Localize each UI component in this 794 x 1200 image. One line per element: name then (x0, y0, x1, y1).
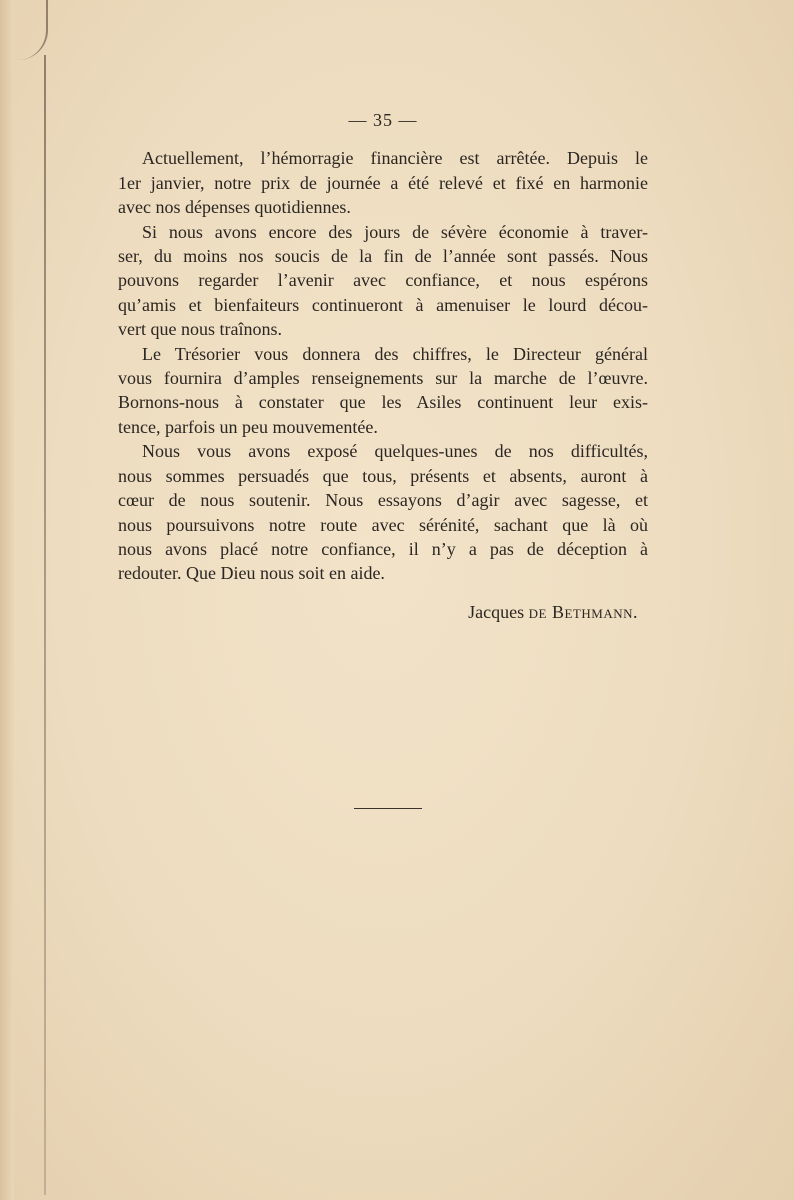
text-line: tence, parfois un peu mouvementée. (118, 416, 378, 437)
paragraph-4 (118, 439, 648, 585)
text-line: vous fournira d’amples renseignements sur la marche de l’œuvre. (118, 368, 648, 389)
text-line: nous avons placé notre confiance, il n’y a pas de déception à (118, 538, 648, 559)
text-line: ser, du moins nos soucis de la fin de l’année sont passés. Nous (118, 246, 648, 267)
page-edge (0, 0, 14, 1200)
signature-last-name: de Bethmann. (528, 601, 638, 622)
text-line: Bornons-nous à constater que les Asiles continuent leur exis- (118, 392, 648, 413)
page-number: — 35 — (348, 110, 418, 130)
text-line: avec nos dépenses quotidiennes. (118, 197, 351, 218)
text-line: vert que nous traînons. (118, 319, 282, 340)
signature-first-name: Jacques (468, 601, 525, 622)
text-line: Nous vous avons exposé quelques-unes de nos difficultés, (142, 441, 648, 462)
text-line: nous sommes persuadés que tous, présents et absents, auront à (118, 465, 648, 486)
signature (118, 600, 648, 624)
text-line: nous poursuivons notre route avec sérénité, sachant que là où (118, 514, 648, 535)
text-line: Le Trésorier vous donnera des chiffres, le Directeur général (142, 343, 648, 364)
paragraph-2 (118, 220, 648, 342)
text-block (118, 108, 648, 624)
text-line: cœur de nous soutenir. Nous essayons d’agir avec sagesse, et (118, 490, 648, 511)
text-line: Actuellement, l’hémorragie financière est arrêtée. Depuis le (142, 148, 648, 169)
text-line: pouvons regarder l’avenir avec confiance, et nous espérons (118, 270, 648, 291)
text-line: qu’amis et bienfaiteurs continueront à amenuiser le lourd décou- (118, 294, 648, 315)
text-line: 1er janvier, notre prix de journée a été relevé et fixé en harmonie (118, 172, 648, 193)
paragraph-3 (118, 342, 648, 440)
text-line: redouter. Que Dieu nous soit en aide. (118, 563, 385, 584)
closing-rule (354, 808, 422, 809)
binding-line (44, 55, 46, 1195)
binding-curve (18, 0, 48, 60)
text-line: Si nous avons encore des jours de sévère économie à traver- (142, 221, 648, 242)
paragraph-1 (118, 146, 648, 219)
